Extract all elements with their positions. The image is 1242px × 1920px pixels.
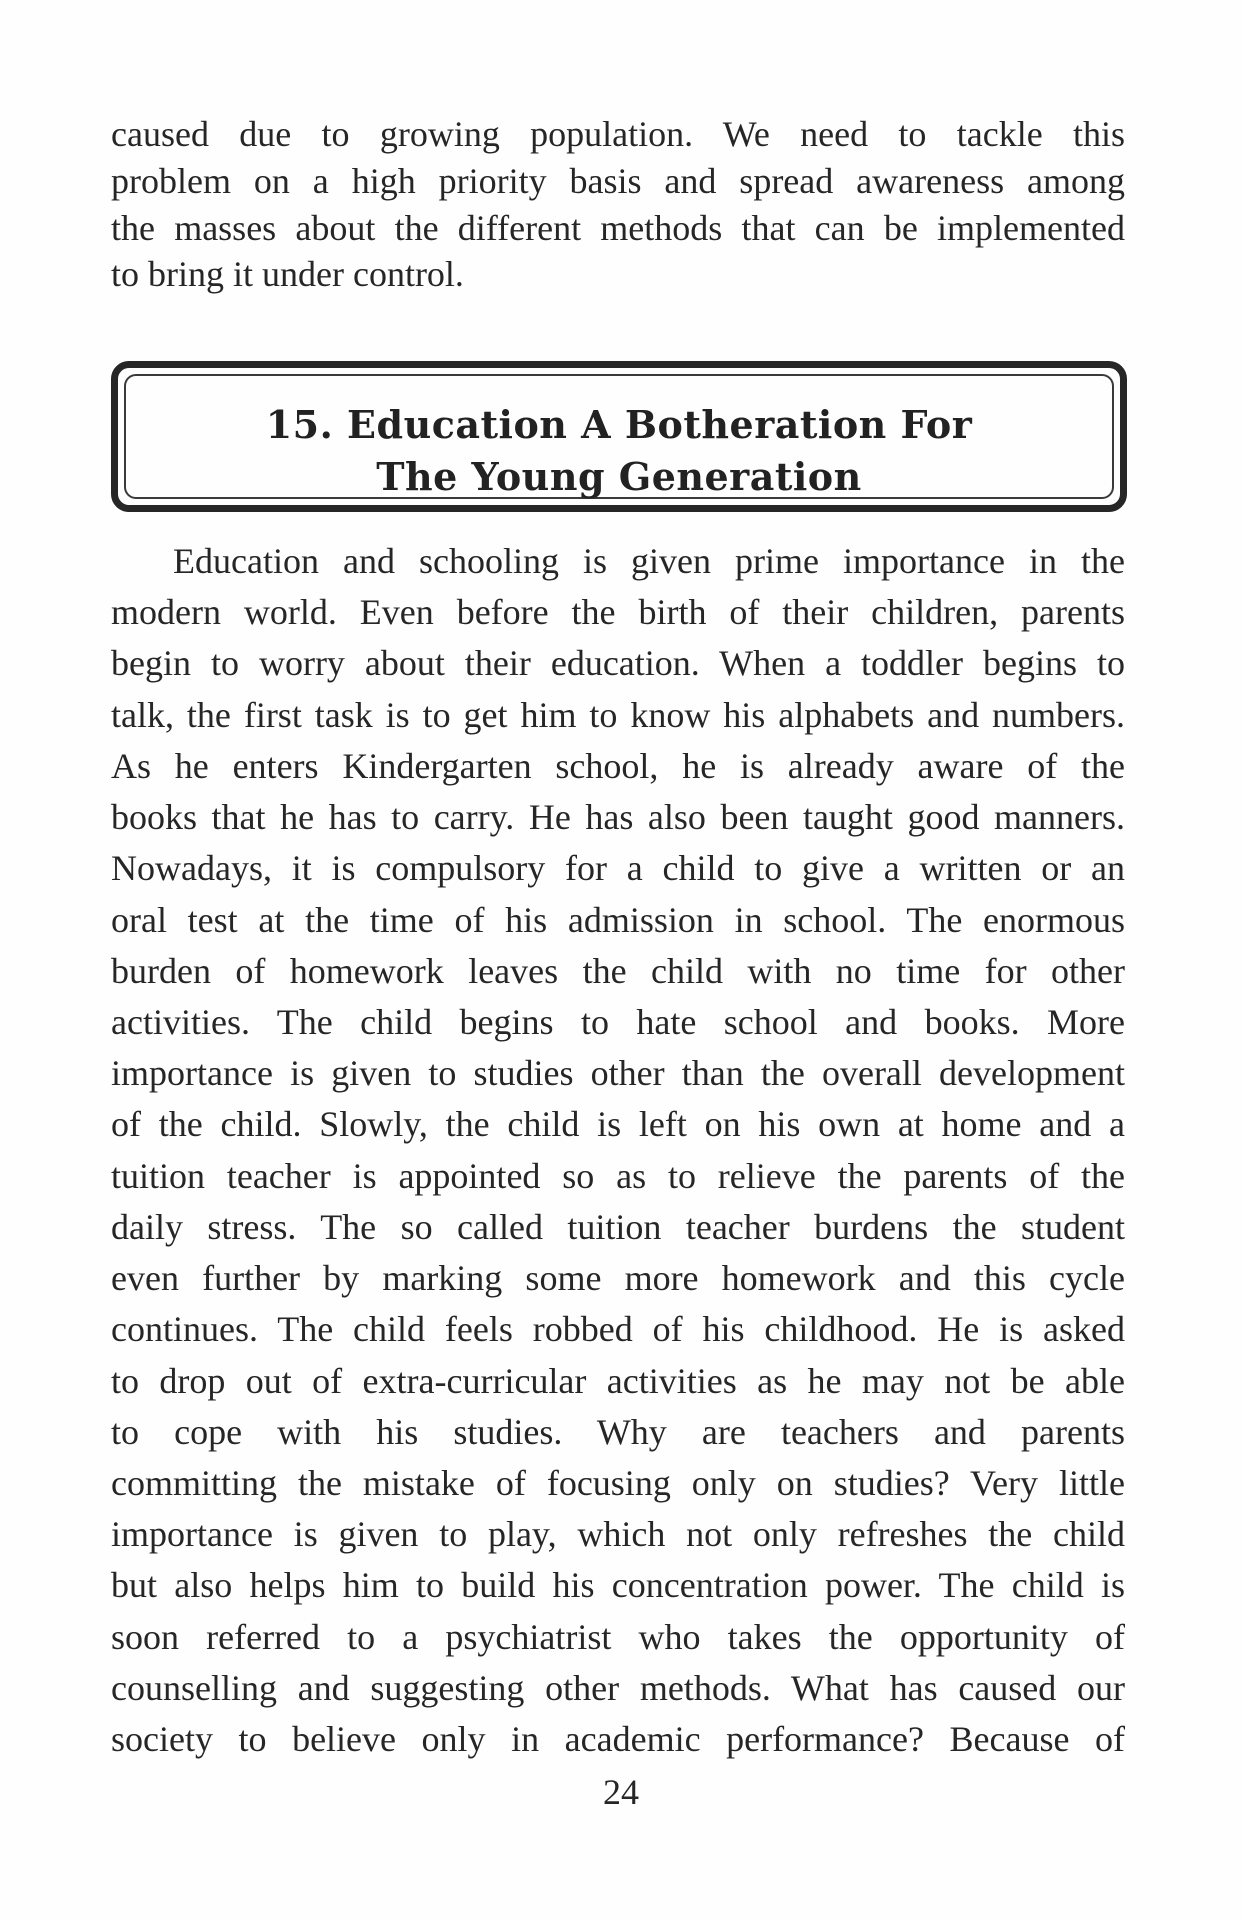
text-line: committing the mistake of focusing only on studies? Very little xyxy=(111,1463,1125,1503)
text-line: importance is given to studies other than the overall development xyxy=(111,1053,1125,1093)
chapter-title-line-1: 15. Education A Botheration For xyxy=(265,402,973,447)
text-line: soon referred to a psychiatrist who takes the opportunity of xyxy=(111,1617,1125,1657)
text-line: society to believe only in academic performance? Because of xyxy=(111,1719,1125,1759)
page-number: 24 xyxy=(603,1772,639,1812)
text-line: activities. The child begins to hate school and books. More xyxy=(111,1002,1125,1042)
text-line: Education and schooling is given prime importance in the xyxy=(173,541,1125,581)
chapter-title-line-2: The Young Generation xyxy=(376,454,862,499)
text-line: continues. The child feels robbed of his childhood. He is asked xyxy=(111,1309,1125,1349)
text-line: begin to worry about their education. When a toddler begins to xyxy=(111,643,1125,683)
text-line: to cope with his studies. Why are teachers and parents xyxy=(111,1412,1125,1452)
text-line: books that he has to carry. He has also been taught good manners. xyxy=(111,797,1125,837)
text-line: modern world. Even before the birth of their children, parents xyxy=(111,592,1125,632)
text-line: oral test at the time of his admission in school. The enormous xyxy=(111,900,1125,940)
text-line: talk, the first task is to get him to know his alphabets and numbers. xyxy=(111,695,1125,735)
text-line: the masses about the different methods that can be implemented xyxy=(111,208,1125,248)
text-line: but also helps him to build his concentration power. The child is xyxy=(111,1565,1125,1605)
text-line: even further by marking some more homework and this cycle xyxy=(111,1258,1125,1298)
text-line: to bring it under control. xyxy=(111,254,464,294)
text-line: problem on a high priority basis and spread awareness among xyxy=(111,161,1125,201)
text-line: caused due to growing population. We need to tackle this xyxy=(111,114,1125,154)
text-line: of the child. Slowly, the child is left on his own at home and a xyxy=(111,1104,1125,1144)
text-line: tuition teacher is appointed so as to relieve the parents of the xyxy=(111,1156,1125,1196)
text-line: daily stress. The so called tuition teacher burdens the student xyxy=(111,1207,1125,1247)
text-line: counselling and suggesting other methods. What has caused our xyxy=(111,1668,1125,1708)
text-line: importance is given to play, which not only refreshes the child xyxy=(111,1514,1125,1554)
text-line: Nowadays, it is compulsory for a child to give a written or an xyxy=(111,848,1125,888)
text-line: burden of homework leaves the child with no time for other xyxy=(111,951,1125,991)
chapter-title-box xyxy=(111,361,1127,512)
text-line: As he enters Kindergarten school, he is already aware of the xyxy=(111,746,1125,786)
text-line: to drop out of extra-curricular activities as he may not be able xyxy=(111,1361,1125,1401)
